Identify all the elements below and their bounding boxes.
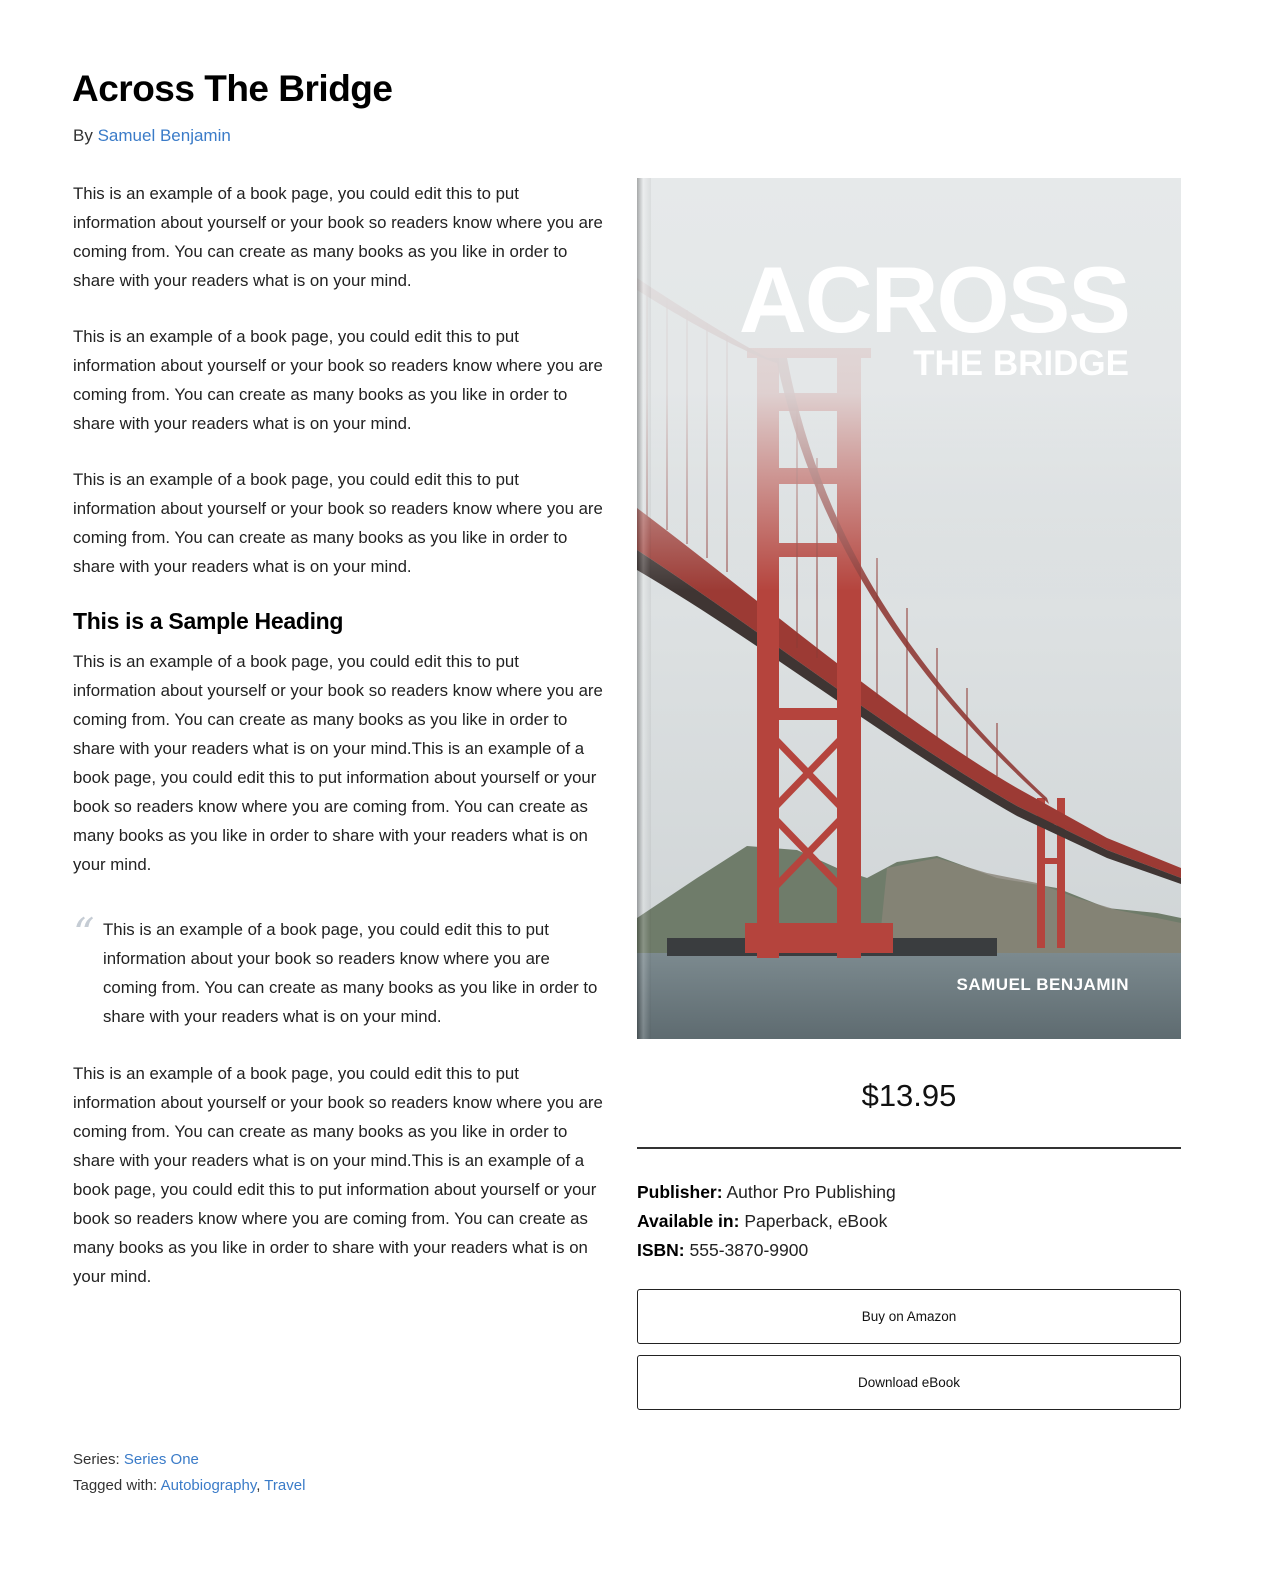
tag-separator: , — [256, 1477, 261, 1494]
book-cover — [637, 178, 1181, 1039]
tags-label: Tagged with: — [73, 1477, 158, 1494]
publisher-label: Publisher: — [637, 1182, 723, 1202]
series-link[interactable]: Series One — [123, 1451, 199, 1468]
available-value: Paperback, eBook — [744, 1211, 888, 1231]
download-ebook-button[interactable]: Download eBook — [637, 1355, 1181, 1410]
tag-link[interactable]: Travel — [264, 1477, 306, 1494]
isbn-label: ISBN: — [637, 1240, 685, 1260]
available-row — [637, 1207, 896, 1236]
paragraph: This is an example of a book page, you could edit this to put information about yourself or your book so readers know where you are coming from. You can create as many books as you like in order to share with your readers what is on your mind. — [73, 470, 603, 576]
by-label: By — [73, 126, 93, 145]
cover-spine-shading — [637, 178, 651, 1039]
publisher-value: Author Pro Publishing — [726, 1182, 896, 1202]
cover-title-small: THE BRIDGE — [913, 344, 1129, 383]
book-description — [73, 179, 603, 1318]
quote-text: This is an example of a book page, you could edit this to put information about your book so readers know where you are coming from. You can create as many books as you like in order to share with your readers what is on your mind. — [103, 920, 598, 1026]
book-price: $13.95 — [861, 1078, 957, 1113]
divider — [637, 1147, 1181, 1149]
series-label: Series: — [73, 1451, 120, 1468]
cover-title — [738, 247, 1129, 383]
paragraph: This is an example of a book page, you could edit this to put information about yourself or your book so readers know where you are coming from. You can create as many books as you like in order to share with your readers what is on your mind.This is an example of a book page, you could edit this to put information about yourself or your book so readers know where you are coming from. You can create as many books as you like in order to share with your readers what is on your mind. — [73, 1064, 603, 1286]
tags-row — [73, 1473, 305, 1499]
publisher-row — [637, 1178, 896, 1207]
available-label: Available in: — [637, 1211, 740, 1231]
paragraph: This is an example of a book page, you could edit this to put information about yourself or your book so readers know where you are coming from. You can create as many books as you like in order to share with your readers what is on your mind. — [73, 184, 603, 290]
isbn-value: 555-3870-9900 — [689, 1240, 809, 1260]
author-link[interactable]: Samuel Benjamin — [97, 126, 231, 145]
isbn-row — [637, 1236, 896, 1265]
book-title: Across The Bridge — [72, 68, 393, 109]
buy-on-amazon-button[interactable]: Buy on Amazon — [637, 1289, 1181, 1344]
cover-title-big: ACROSS — [738, 247, 1129, 352]
book-details — [637, 1178, 896, 1265]
blockquote — [73, 909, 603, 1031]
tag-link[interactable]: Autobiography — [160, 1477, 257, 1494]
paragraph: This is an example of a book page, you could edit this to put information about yourself or your book so readers know where you are coming from. You can create as many books as you like in order to share with your readers what is on your mind.This is an example of a book page, you could edit this to put information about yourself or your book so readers know where you are coming from. You can create as many books as you like in order to share with your readers what is on your mind. — [73, 652, 603, 874]
post-meta — [73, 1447, 305, 1499]
cover-author: SAMUEL BENJAMIN — [956, 975, 1129, 994]
series-row — [73, 1447, 305, 1473]
byline — [73, 126, 231, 146]
quote-icon: “ — [73, 909, 95, 958]
paragraph: This is an example of a book page, you could edit this to put information about yourself or your book so readers know where you are coming from. You can create as many books as you like in order to share with your readers what is on your mind. — [73, 327, 603, 433]
sample-heading: This is a Sample Heading — [73, 608, 344, 634]
